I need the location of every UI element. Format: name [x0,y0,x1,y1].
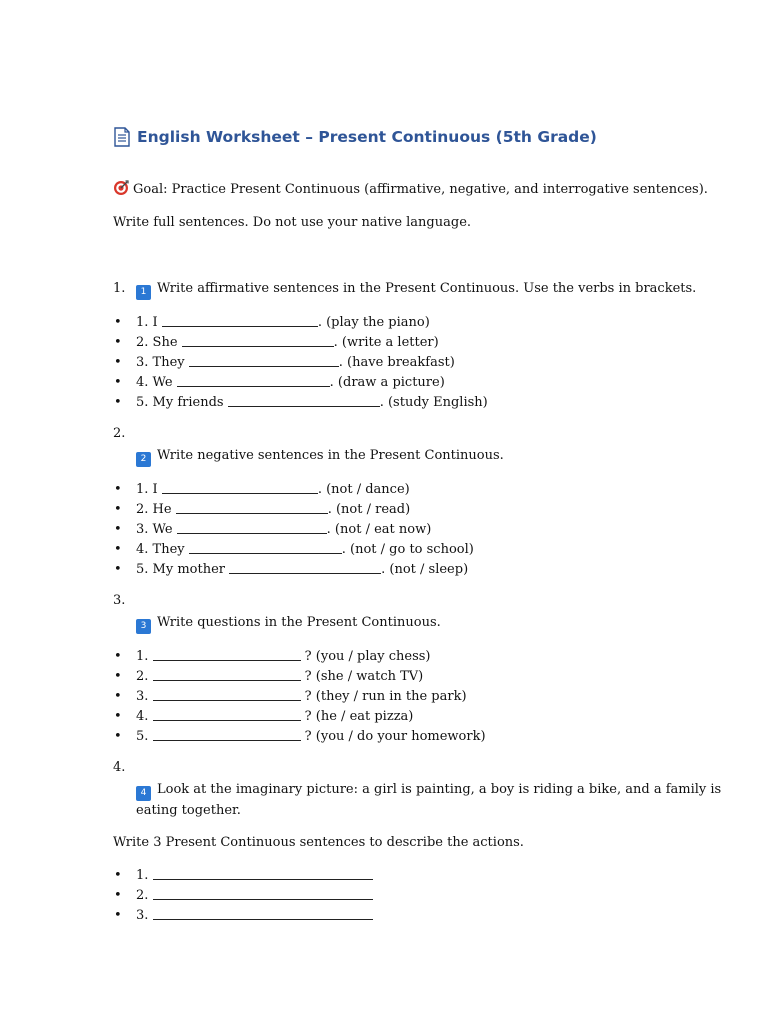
bullet: • [114,335,122,350]
answer-blank[interactable] [153,668,301,681]
section-4-heading-continued: eating together. [136,803,241,818]
section-3-number [113,591,673,611]
bullet: • [114,315,122,330]
bullet: • [114,502,122,517]
item-hint: . (have breakfast) [338,355,455,370]
item-prefix: 5. My mother [136,562,225,577]
item-prefix: 3. [136,908,149,923]
bullet: • [114,729,122,744]
section-2-heading [113,446,673,467]
item-hint: . (not / read) [327,502,411,517]
list-item [113,313,673,333]
item-prefix: 3. They [136,355,185,370]
bullet: • [114,542,122,557]
list-item [113,520,673,540]
list-item [113,906,673,926]
answer-blank[interactable] [153,887,373,900]
section-2-list [113,480,673,580]
list-item [113,480,673,500]
list-item [113,353,673,373]
list-item [113,560,673,580]
list-item [113,393,673,413]
answer-blank[interactable] [153,867,373,880]
list-item [113,727,673,747]
answer-blank[interactable] [162,481,318,494]
item-hint: . (not / dance) [317,482,410,497]
item-prefix: 3. [136,689,149,704]
section-3-heading [113,613,673,634]
bullet: • [114,868,122,883]
list-item [113,373,673,393]
section-number: 1. [113,281,126,296]
list-item [113,333,673,353]
item-hint: ? (she / watch TV) [300,669,424,684]
answer-blank[interactable] [182,334,334,347]
answer-blank[interactable] [162,314,318,327]
answer-blank[interactable] [153,728,301,741]
item-hint: . (study English) [379,395,488,410]
item-hint: . (not / eat now) [326,522,432,537]
goal-text: Goal: Practice Present Continuous (affirmative, negative, and interrogative sentences). [133,182,708,197]
answer-blank[interactable] [153,688,301,701]
section-1-heading [113,279,697,300]
answer-blank[interactable] [153,708,301,721]
list-item [113,886,673,906]
instruction-text: Write full sentences. Do not use your native language. [113,215,472,230]
answer-blank[interactable] [177,521,327,534]
bullet: • [114,669,122,684]
answer-blank[interactable] [189,541,342,554]
document-icon [113,127,131,147]
section-2-number [113,424,673,444]
number-badge-icon: 2 [136,452,151,467]
answer-blank[interactable] [229,561,381,574]
list-item [113,687,673,707]
answer-blank[interactable] [153,907,373,920]
answer-blank[interactable] [189,354,339,367]
item-hint: ? (he / eat pizza) [300,709,414,724]
item-prefix: 4. [136,709,149,724]
bullet: • [114,888,122,903]
section-3-list [113,647,673,747]
item-hint: ? (they / run in the park) [300,689,467,704]
list-item [113,500,673,520]
target-icon [113,180,129,196]
section-number: 2. [113,426,126,441]
item-prefix: 4. They [136,542,185,557]
item-prefix: 2. [136,669,149,684]
section-4-heading [113,780,722,801]
item-prefix: 5. [136,729,149,744]
item-prefix: 1. I [136,482,158,497]
item-hint: . (not / go to school) [341,542,474,557]
item-prefix: 2. She [136,335,178,350]
bullet: • [114,689,122,704]
bullet: • [114,375,122,390]
answer-blank[interactable] [228,394,380,407]
item-hint: . (play the piano) [317,315,430,330]
list-item [113,707,673,727]
item-prefix: 1. [136,649,149,664]
section-heading-text: Look at the imaginary picture: a girl is painting, a boy is riding a bike, and a family is [157,782,722,797]
bullet: • [114,355,122,370]
section-heading-text: Write questions in the Present Continuous. [157,615,441,630]
bullet: • [114,522,122,537]
number-badge-icon: 3 [136,619,151,634]
section-number: 4. [113,760,126,775]
list-item [113,866,673,886]
section-4-number [113,758,673,778]
bullet: • [114,562,122,577]
item-hint: . (draw a picture) [329,375,445,390]
item-hint: . (not / sleep) [381,562,469,577]
bullet: • [114,395,122,410]
item-hint: ? (you / play chess) [300,649,431,664]
section-4-instruction: Write 3 Present Continuous sentences to describe the actions. [113,835,524,850]
item-prefix: 2. [136,888,149,903]
item-prefix: 4. We [136,375,173,390]
section-number: 3. [113,593,126,608]
section-heading-text: Write affirmative sentences in the Present Continuous. Use the verbs in brackets. [157,281,697,296]
number-badge-icon: 4 [136,786,151,801]
answer-blank[interactable] [153,648,301,661]
item-prefix: 1. I [136,315,158,330]
bullet: • [114,649,122,664]
item-prefix: 5. My friends [136,395,224,410]
answer-blank[interactable] [176,501,328,514]
number-badge-icon: 1 [136,285,151,300]
list-item [113,667,673,687]
list-item [113,540,673,560]
bullet: • [114,908,122,923]
list-item [113,647,673,667]
section-4-list [113,866,673,926]
item-prefix: 3. We [136,522,173,537]
item-prefix: 2. He [136,502,172,517]
section-heading-text: Write negative sentences in the Present Continuous. [157,448,504,463]
bullet: • [114,709,122,724]
section-1-list [113,313,673,413]
item-hint: . (write a letter) [333,335,439,350]
item-hint: ? (you / do your homework) [300,729,486,744]
title-text: English Worksheet – Present Continuous (5th Grade) [137,128,597,146]
answer-blank[interactable] [177,374,330,387]
page-title [113,124,673,150]
goal-line [113,180,708,200]
worksheet-page [113,124,722,926]
bullet: • [114,482,122,497]
item-prefix: 1. [136,868,149,883]
